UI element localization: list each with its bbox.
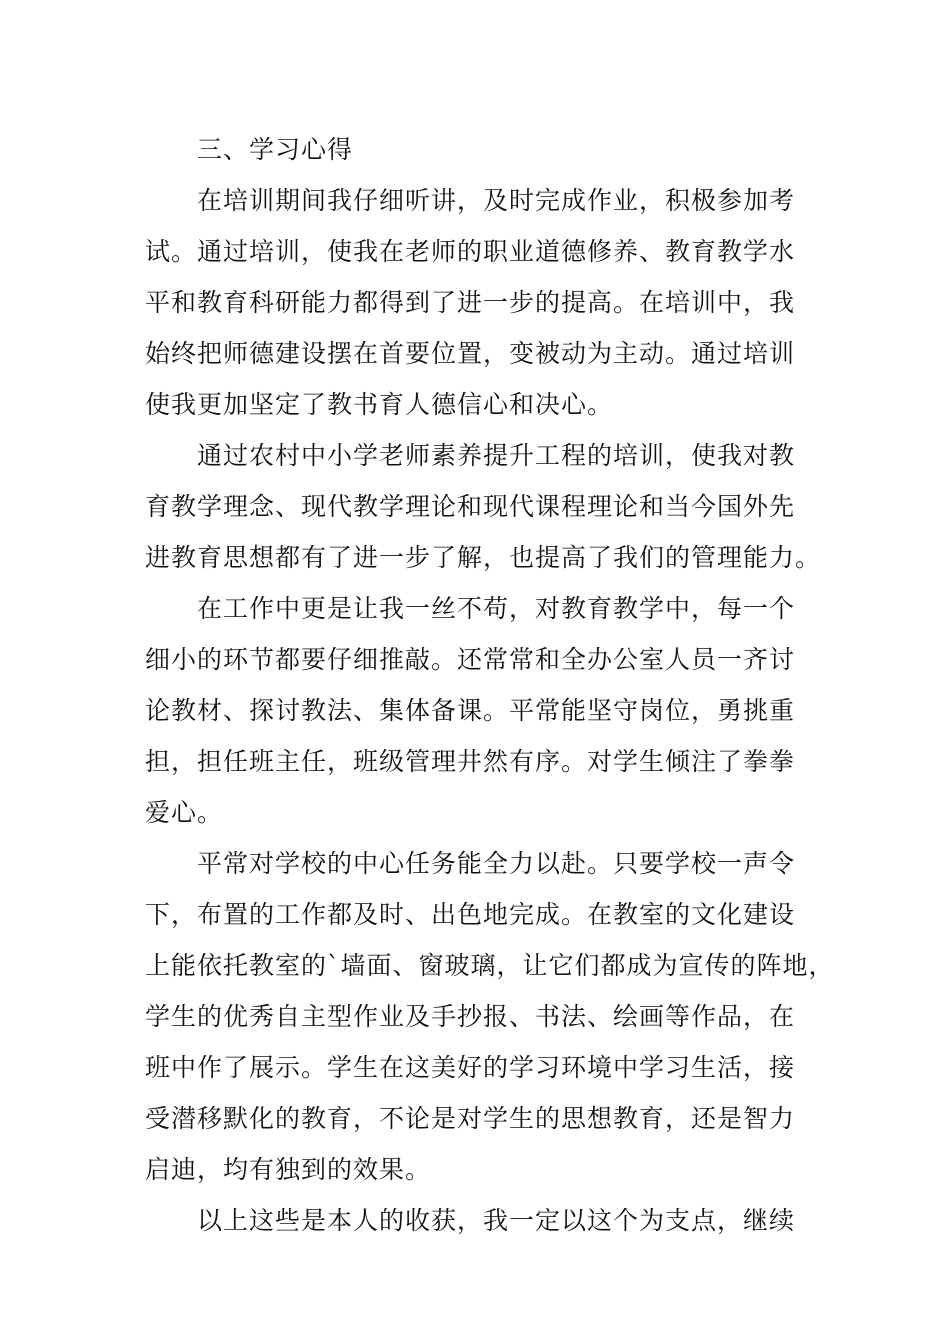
paragraph-5 — [145, 1195, 810, 1246]
paragraph-line: 试。通过培训，使我在老师的职业道德修养、教育教学水 — [145, 237, 796, 266]
paragraph-line: 在工作中更是让我一丝不苟，对教育教学中，每一个 — [197, 594, 796, 623]
paragraph-line: 使我更加坚定了教书育人德信心和决心。 — [145, 390, 614, 419]
section-heading: 三、学习心得 — [197, 135, 354, 164]
paragraph-4 — [145, 838, 835, 1195]
paragraph-line: 在培训期间我仔细听讲，及时完成作业，积极参加考 — [197, 186, 796, 215]
paragraph-line: 担，担任班主任，班级管理井然有序。对学生倾注了拳拳 — [145, 747, 796, 776]
paragraph-line: 平和教育科研能力都得到了进一步的提高。在培训中，我 — [145, 288, 796, 317]
paragraph-line: 平常对学校的中心任务能全力以赴。只要学校一声令 — [197, 849, 796, 878]
paragraph-line: 启迪，均有独到的效果。 — [145, 1155, 432, 1184]
paragraph-3 — [145, 583, 810, 838]
paragraph-line: 学生的优秀自主型作业及手抄报、书法、绘画等作品，在 — [145, 1002, 796, 1031]
paragraph-line: 下，布置的工作都及时、出色地完成。在教室的文化建设 — [145, 900, 796, 929]
paragraph-1 — [145, 175, 810, 430]
paragraph-line: 班中作了展示。学生在这美好的学习环境中学习生活，接 — [145, 1053, 796, 1082]
document-body — [145, 124, 835, 1246]
paragraph-line: 上能依托教室的`墙面、窗玻璃，让它们都成为宣传的阵地， — [145, 951, 835, 980]
paragraph-2 — [145, 430, 822, 583]
paragraph-line: 细小的环节都要仔细推敲。还常常和全办公室人员一齐讨 — [145, 645, 796, 674]
paragraph-line: 受潜移默化的教育，不论是对学生的思想教育，还是智力 — [145, 1104, 796, 1133]
paragraph-line: 爱心。 — [145, 798, 224, 827]
paragraph-line: 通过农村中小学老师素养提升工程的培训，使我对教 — [197, 441, 796, 470]
paragraph-line: 以上这些是本人的收获，我一定以这个为支点，继续 — [197, 1206, 796, 1235]
paragraph-line: 论教材、探讨教法、集体备课。平常能坚守岗位，勇挑重 — [145, 696, 796, 725]
paragraph-line: 始终把师德建设摆在首要位置，变被动为主动。通过培训 — [145, 339, 796, 368]
paragraph-line: 进教育思想都有了进一步了解，也提高了我们的管理能力。 — [145, 543, 822, 572]
paragraph-line: 育教学理念、现代教学理论和现代课程理论和当今国外先 — [145, 492, 796, 521]
